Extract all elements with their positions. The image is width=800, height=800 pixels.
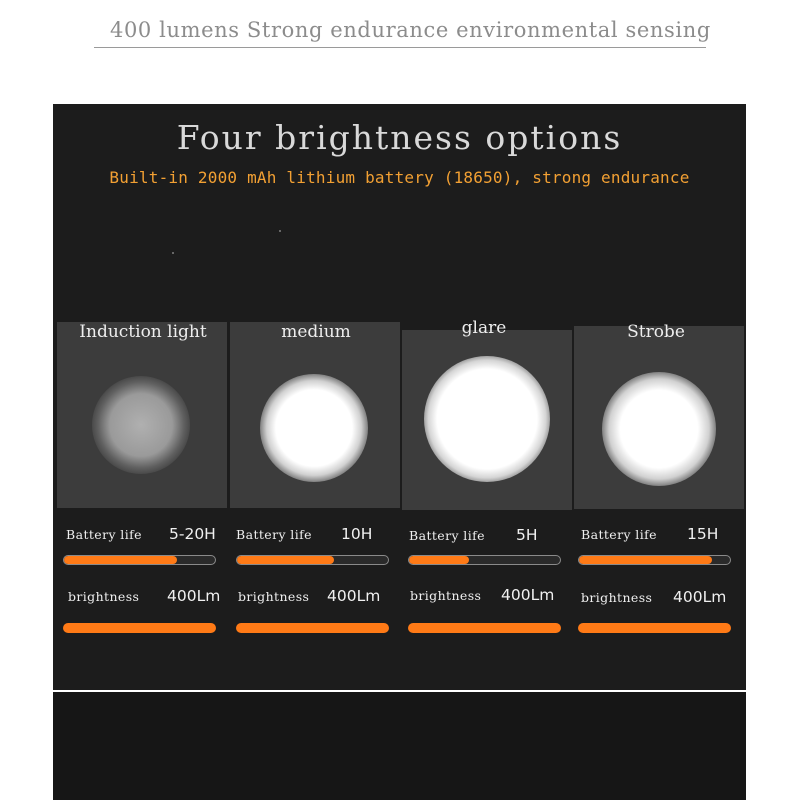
mode-name: glare (461, 318, 507, 338)
brightness-value: 400Lm (167, 587, 221, 605)
panel-title: Four brightness options (176, 118, 623, 157)
battery-life-row (230, 522, 402, 544)
battery-life-bar (408, 555, 561, 565)
brightness-value: 400Lm (327, 587, 381, 605)
beam-preview (57, 322, 227, 508)
battery-life-label: Battery life (236, 527, 312, 542)
panel-subtitle: Built-in 2000 mAh lithium battery (18650), strong endurance (109, 168, 690, 187)
top-caption (94, 16, 711, 48)
beam-glow (602, 372, 716, 486)
brightness-row (57, 584, 229, 606)
mode-name: Strobe (627, 322, 685, 342)
speck (279, 230, 281, 232)
battery-life-value: 10H (341, 525, 373, 543)
brightness-label: brightness (410, 588, 482, 603)
battery-life-bar (578, 555, 731, 565)
brightness-bar (578, 623, 731, 633)
battery-life-bar (236, 555, 389, 565)
battery-life-bar (63, 555, 216, 565)
battery-life-row (574, 522, 746, 544)
beam-glow (260, 374, 368, 482)
battery-life-value: 5-20H (169, 525, 216, 543)
feature-panel (53, 104, 746, 690)
caption-text: 400 lumens Strong endurance environmental sensing (110, 18, 711, 42)
brightness-label: brightness (581, 590, 653, 605)
battery-life-value: 5H (516, 526, 538, 544)
brightness-bar (63, 623, 216, 633)
beam-glow (424, 356, 550, 482)
beam-preview (574, 326, 744, 509)
speck (172, 252, 174, 254)
brightness-label: brightness (68, 589, 140, 604)
brightness-row (402, 583, 574, 605)
battery-life-fill (64, 556, 177, 564)
brightness-value: 400Lm (501, 586, 555, 604)
beam-glow (92, 376, 190, 474)
brightness-value: 400Lm (673, 588, 727, 606)
lower-dark-panel (53, 692, 746, 800)
battery-life-row (57, 522, 229, 544)
battery-life-label: Battery life (66, 527, 142, 542)
brightness-label: brightness (238, 589, 310, 604)
battery-life-label: Battery life (409, 528, 485, 543)
battery-life-fill (237, 556, 334, 564)
brightness-row (230, 584, 402, 606)
mode-name: medium (281, 322, 351, 342)
brightness-bar (236, 623, 389, 633)
beam-preview (402, 330, 572, 510)
battery-life-fill (409, 556, 469, 564)
mode-name: Induction light (79, 322, 207, 342)
beam-preview (230, 322, 400, 508)
battery-life-row (402, 523, 574, 545)
battery-life-value: 15H (687, 525, 719, 543)
brightness-bar (408, 623, 561, 633)
battery-life-fill (579, 556, 712, 564)
brightness-row (574, 585, 746, 607)
battery-life-label: Battery life (581, 527, 657, 542)
